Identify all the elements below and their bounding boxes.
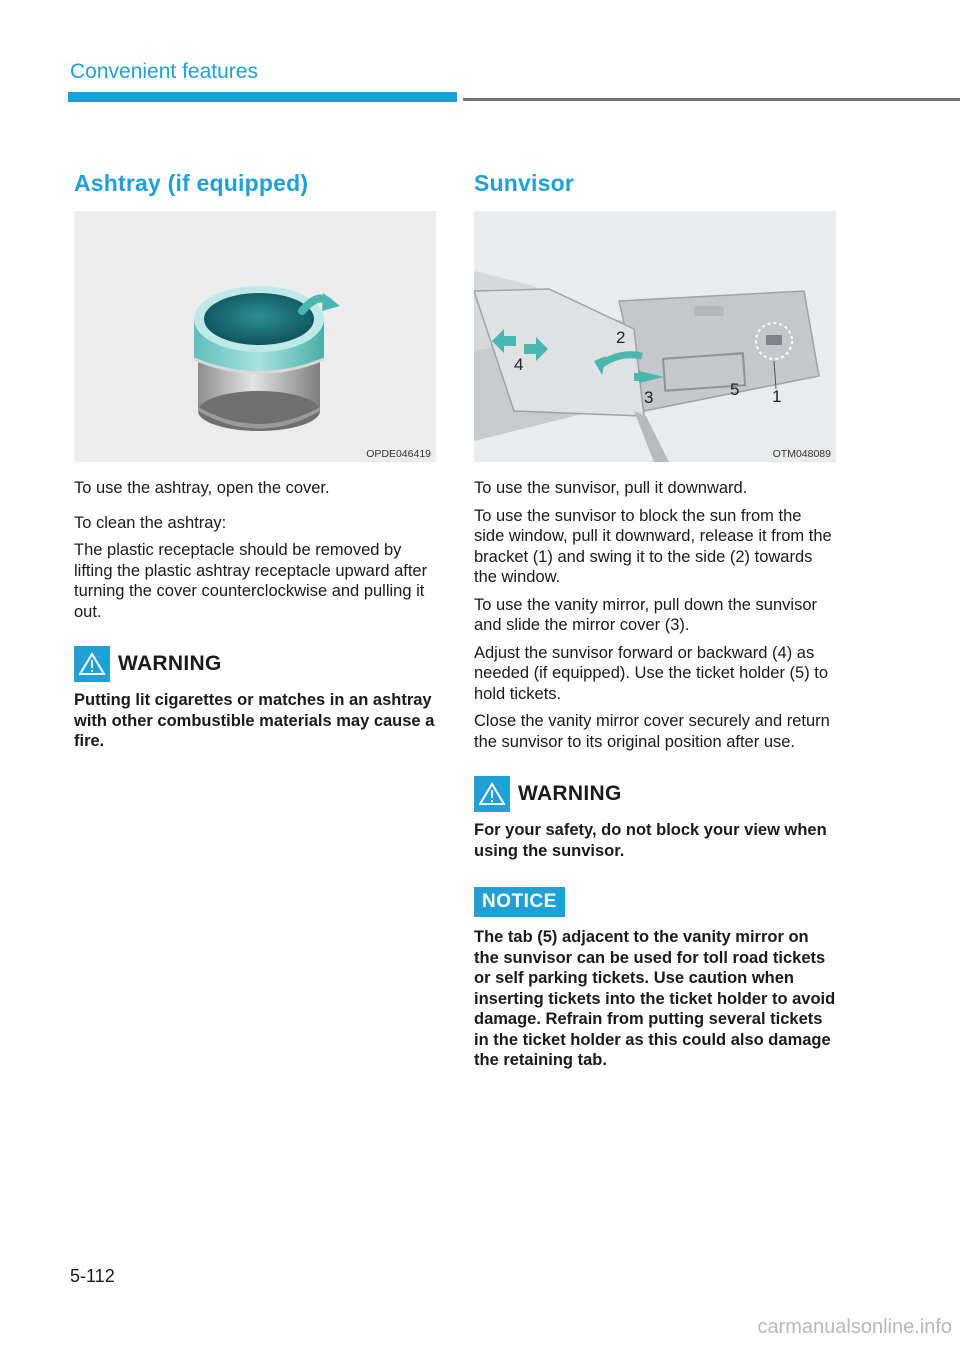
figure-code: OPDE046419 bbox=[366, 448, 431, 460]
sunvisor-figure bbox=[474, 211, 836, 462]
page-number: 5-112 bbox=[70, 1266, 115, 1286]
warning-triangle-icon bbox=[74, 646, 110, 682]
figure-code: OTM048089 bbox=[772, 448, 831, 460]
callout-2: 2 bbox=[616, 328, 626, 347]
sunvisor-heading: Sunvisor bbox=[474, 170, 575, 196]
paragraph: To use the ashtray, open the cover. bbox=[74, 479, 330, 497]
paragraph: Close the vanity mirror cover securely and return the sunvisor to its original position after use. bbox=[474, 712, 830, 751]
warning-label: WARNING bbox=[518, 782, 622, 805]
section-title: Convenient features bbox=[70, 60, 258, 83]
paragraph: To use the vanity mirror, pull down the sunvisor and slide the mirror cover (3). bbox=[474, 595, 817, 634]
warning-text: For your safety, do not block your view when using the sunvisor. bbox=[474, 821, 827, 860]
callout-3: 3 bbox=[644, 388, 654, 407]
ashtray-figure bbox=[74, 211, 436, 462]
paragraph: Adjust the sunvisor forward or backward (4) as needed (if equipped). Use the ticket holder (5) to hold tickets. bbox=[474, 643, 829, 703]
paragraph: To clean the ashtray: bbox=[74, 513, 227, 532]
warning-text: Putting lit cigarettes or matches in an ashtray with other combustible materials may cause a fire. bbox=[74, 691, 435, 750]
warning-triangle-icon bbox=[474, 776, 510, 812]
watermark: carmanualsonline.info bbox=[757, 1316, 952, 1338]
callout-4: 4 bbox=[514, 355, 524, 374]
ashtray-illustration bbox=[74, 211, 436, 462]
header-rule-accent bbox=[68, 92, 457, 102]
sunvisor-section bbox=[474, 170, 836, 1071]
sunvisor-illustration bbox=[474, 211, 836, 462]
warning-header bbox=[74, 646, 436, 682]
callout-1: 1 bbox=[772, 387, 782, 406]
callout-5: 5 bbox=[730, 380, 740, 399]
paragraph: To use the sunvisor to block the sun from the side window, pull it downward, release it from the bracket (1) and swing it to the side (2) towards the window. bbox=[474, 506, 832, 586]
notice-text: The tab (5) adjacent to the vanity mirror on the sunvisor can be used for toll road tickets or self parking tickets. Use caution when inserting tickets into the ticket holder to avoid damage. Refrain from putting several tickets in the ticket holder as this could also damage the retaining tab. bbox=[474, 928, 836, 1069]
paragraph: The plastic receptacle should be removed by lifting the plastic ashtray receptacle upward after turning the cover counterclockwise and pulling it out. bbox=[74, 541, 428, 621]
ashtray-heading: Ashtray (if equipped) bbox=[74, 170, 309, 196]
paragraph: To use the sunvisor, pull it downward. bbox=[474, 479, 748, 497]
ashtray-section bbox=[74, 170, 436, 752]
notice-label: NOTICE bbox=[474, 887, 565, 917]
warning-header bbox=[474, 776, 836, 812]
header-rule bbox=[463, 98, 960, 101]
warning-label: WARNING bbox=[118, 652, 222, 675]
